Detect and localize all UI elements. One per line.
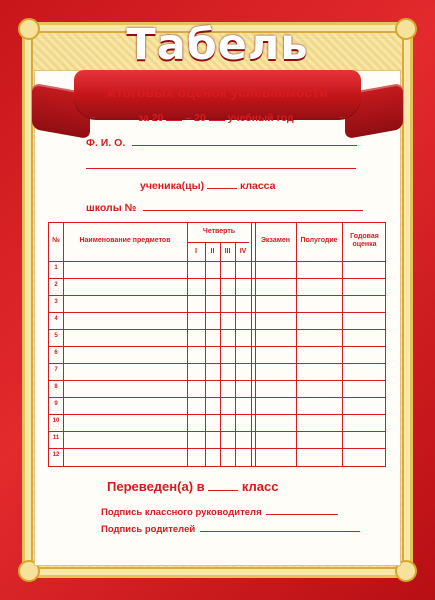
num-header: № — [52, 237, 60, 244]
fio-second-line — [86, 160, 356, 172]
promoted-line — [107, 479, 279, 494]
quarter-ii-header: II — [210, 248, 215, 255]
half-year-header: Полугодие — [300, 237, 338, 244]
fio-label: Ф. И. О. — [86, 137, 126, 149]
quarter-iii-header: III — [224, 248, 231, 255]
row-number: 7 — [54, 367, 58, 373]
row-number: 5 — [54, 333, 58, 339]
fio-line — [86, 137, 357, 149]
school-blank[interactable] — [143, 209, 363, 211]
row-number: 4 — [54, 316, 58, 322]
student-class-line — [140, 180, 275, 192]
row-number: 6 — [54, 350, 58, 356]
school-year-line — [138, 112, 294, 124]
quarter-iv-header: IV — [239, 248, 247, 255]
row-number: 11 — [52, 435, 60, 441]
row-number: 3 — [54, 299, 58, 305]
fio-blank-2[interactable] — [86, 167, 356, 169]
quarter-header: Четверть — [202, 228, 236, 235]
year-end-blank[interactable] — [209, 119, 225, 121]
student-label: ученика(цы) — [140, 180, 205, 192]
document-title: Табель — [126, 20, 309, 70]
class-blank[interactable] — [207, 187, 237, 189]
row-number: 8 — [54, 384, 58, 390]
school-line — [86, 202, 363, 214]
promoted-label: Переведен(а) в — [107, 479, 205, 494]
teacher-signature-label: Подпись классного руководителя — [101, 507, 262, 518]
fio-blank[interactable] — [132, 144, 357, 146]
row-number: 10 — [52, 418, 60, 424]
annual-header-line1: Годовая — [350, 233, 379, 240]
quarter-i-header: I — [195, 248, 197, 255]
row-number: 9 — [54, 401, 58, 407]
school-label: школы № — [86, 202, 137, 214]
year-suffix: учебный год — [227, 112, 294, 124]
teacher-signature-line — [101, 507, 338, 518]
promoted-class-blank[interactable] — [208, 489, 238, 491]
row-number: 2 — [54, 282, 58, 288]
exam-header: Экзамен — [260, 237, 291, 244]
parents-signature-line — [101, 524, 360, 535]
subject-header: Наименование предметов — [79, 237, 171, 244]
row-number: 12 — [52, 452, 60, 458]
document-subtitle: итоговых оценок успеваемости — [107, 84, 328, 100]
parents-signature-label: Подпись родителей — [101, 524, 196, 535]
parents-signature-blank[interactable] — [200, 530, 360, 532]
promoted-suffix: класс — [241, 479, 279, 494]
teacher-signature-blank[interactable] — [266, 513, 338, 515]
row-number: 1 — [54, 265, 58, 271]
year-middle: – 20 — [185, 112, 206, 124]
annual-header-line2: оценка — [352, 241, 377, 248]
year-start-blank[interactable] — [166, 119, 182, 121]
class-label: класса — [239, 180, 276, 192]
grades-table — [48, 222, 386, 467]
year-prefix: за 20 — [138, 112, 164, 124]
